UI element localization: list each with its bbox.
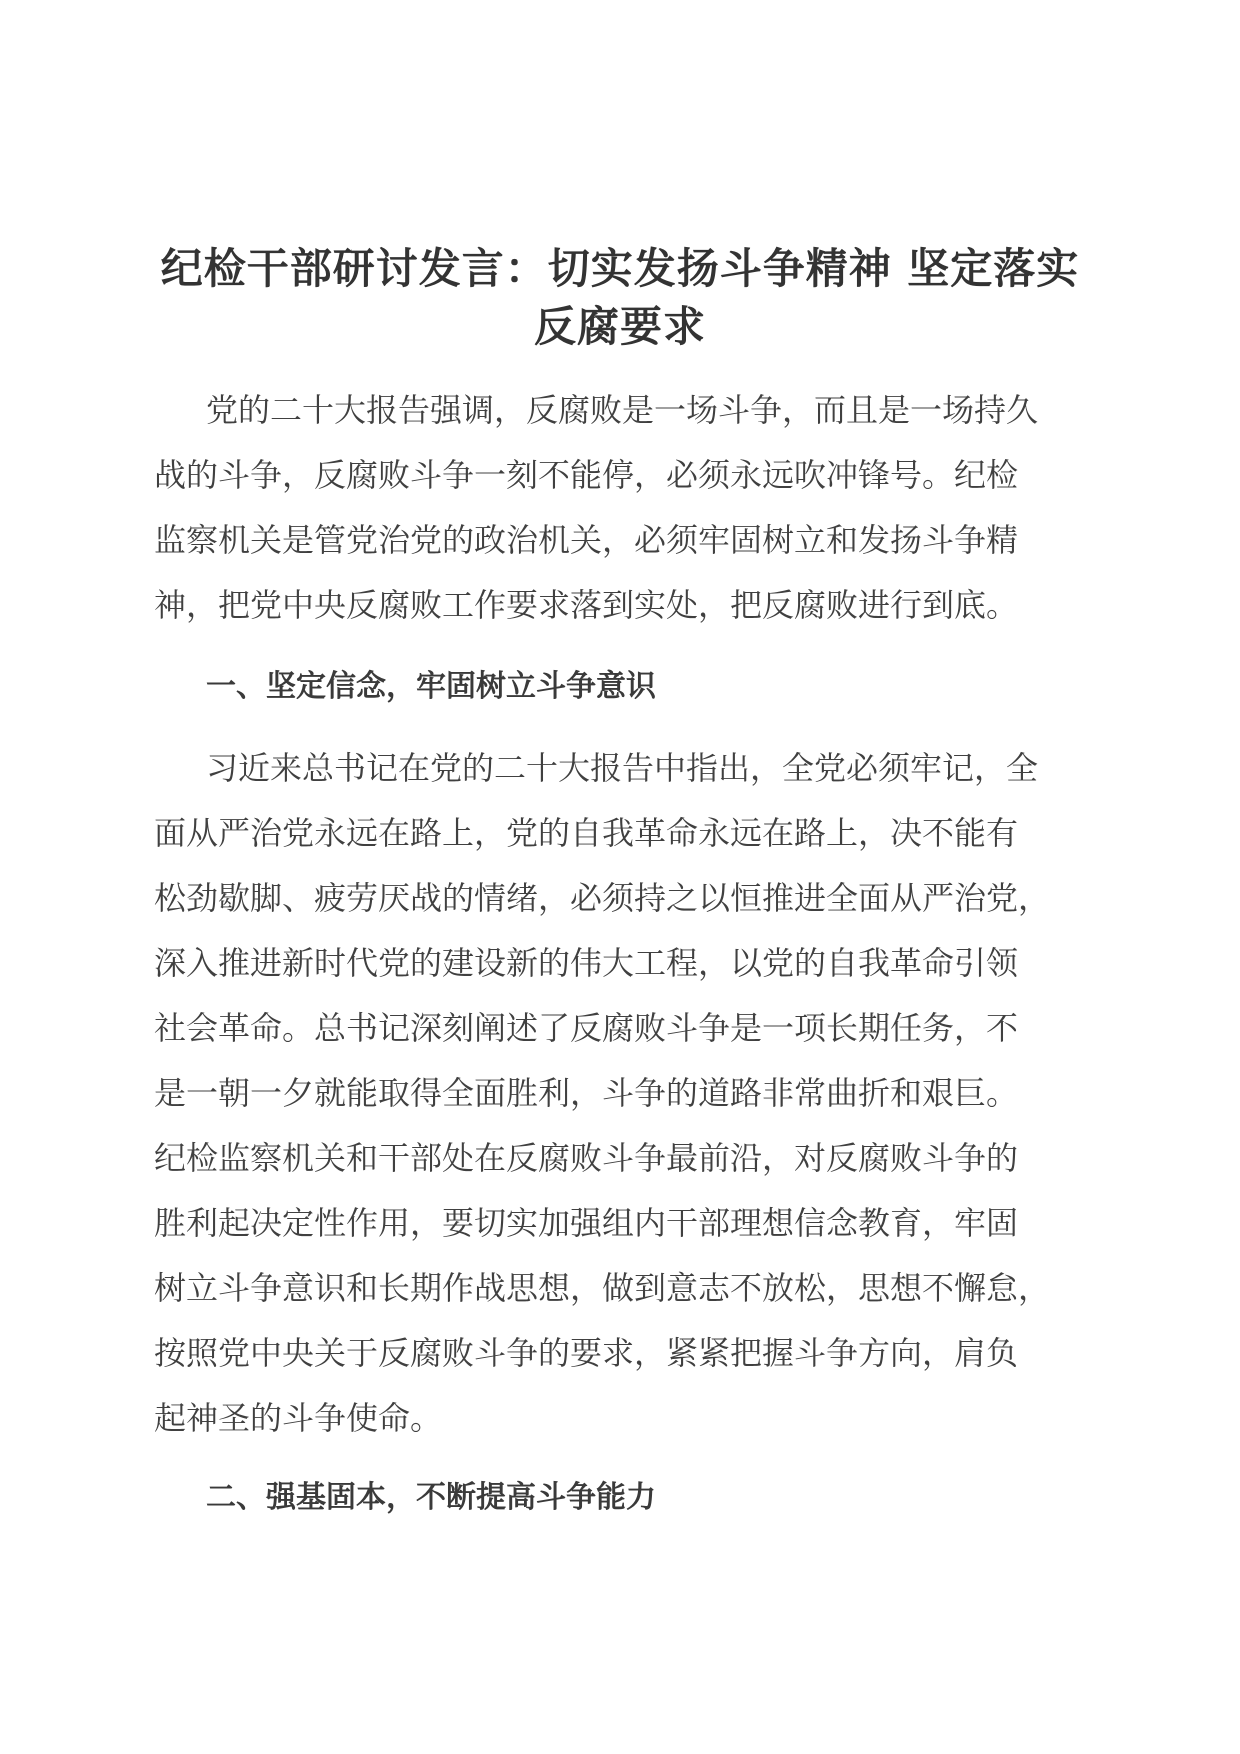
paragraph-2-line-9: 树立斗争意识和长期作战思想，做到意志不放松，思想不懈怠， bbox=[154, 1269, 1051, 1307]
section-heading-1: 一、坚定信念，牢固树立斗争意识 bbox=[206, 669, 656, 704]
paragraph-1-line-1: 党的二十大报告强调，反腐败是一场斗争，而且是一场持久 bbox=[206, 391, 1039, 429]
paragraph-2-line-1: 习近来总书记在党的二十大报告中指出，全党必须牢记，全 bbox=[206, 749, 1039, 787]
paragraph-2-line-4: 深入推进新时代党的建设新的伟大工程，以党的自我革命引领 bbox=[154, 944, 1019, 982]
paragraph-2-line-2: 面从严治党永远在路上，党的自我革命永远在路上，决不能有 bbox=[154, 814, 1019, 852]
section-heading-2: 二、强基固本，不断提高斗争能力 bbox=[206, 1480, 656, 1515]
paragraph-2-line-3: 松劲歇脚、疲劳厌战的情绪，必须持之以恒推进全面从严治党， bbox=[154, 879, 1051, 917]
paragraph-2-line-5: 社会革命。总书记深刻阐述了反腐败斗争是一项长期任务，不 bbox=[154, 1009, 1019, 1047]
paragraph-1-line-3: 监察机关是管党治党的政治机关，必须牢固树立和发扬斗争精 bbox=[154, 521, 1019, 559]
document-title: 纪检干部研讨发言：切实发扬斗争精神 坚定落实反腐要求 bbox=[160, 244, 1080, 351]
paragraph-2-line-11: 起神圣的斗争使命。 bbox=[154, 1399, 443, 1437]
paragraph-2-line-10: 按照党中央关于反腐败斗争的要求，紧紧把握斗争方向，肩负 bbox=[154, 1334, 1019, 1372]
paragraph-1-line-2: 战的斗争，反腐败斗争一刻不能停，必须永远吹冲锋号。纪检 bbox=[154, 456, 1019, 494]
paragraph-2-line-7: 纪检监察机关和干部处在反腐败斗争最前沿，对反腐败斗争的 bbox=[154, 1139, 1019, 1177]
paragraph-2-line-8: 胜利起决定性作用，要切实加强组内干部理想信念教育，牢固 bbox=[154, 1204, 1019, 1242]
paragraph-2-line-6: 是一朝一夕就能取得全面胜利，斗争的道路非常曲折和艰巨。 bbox=[154, 1074, 1019, 1112]
paragraph-1-line-4: 神，把党中央反腐败工作要求落到实处，把反腐败进行到底。 bbox=[154, 586, 1019, 624]
